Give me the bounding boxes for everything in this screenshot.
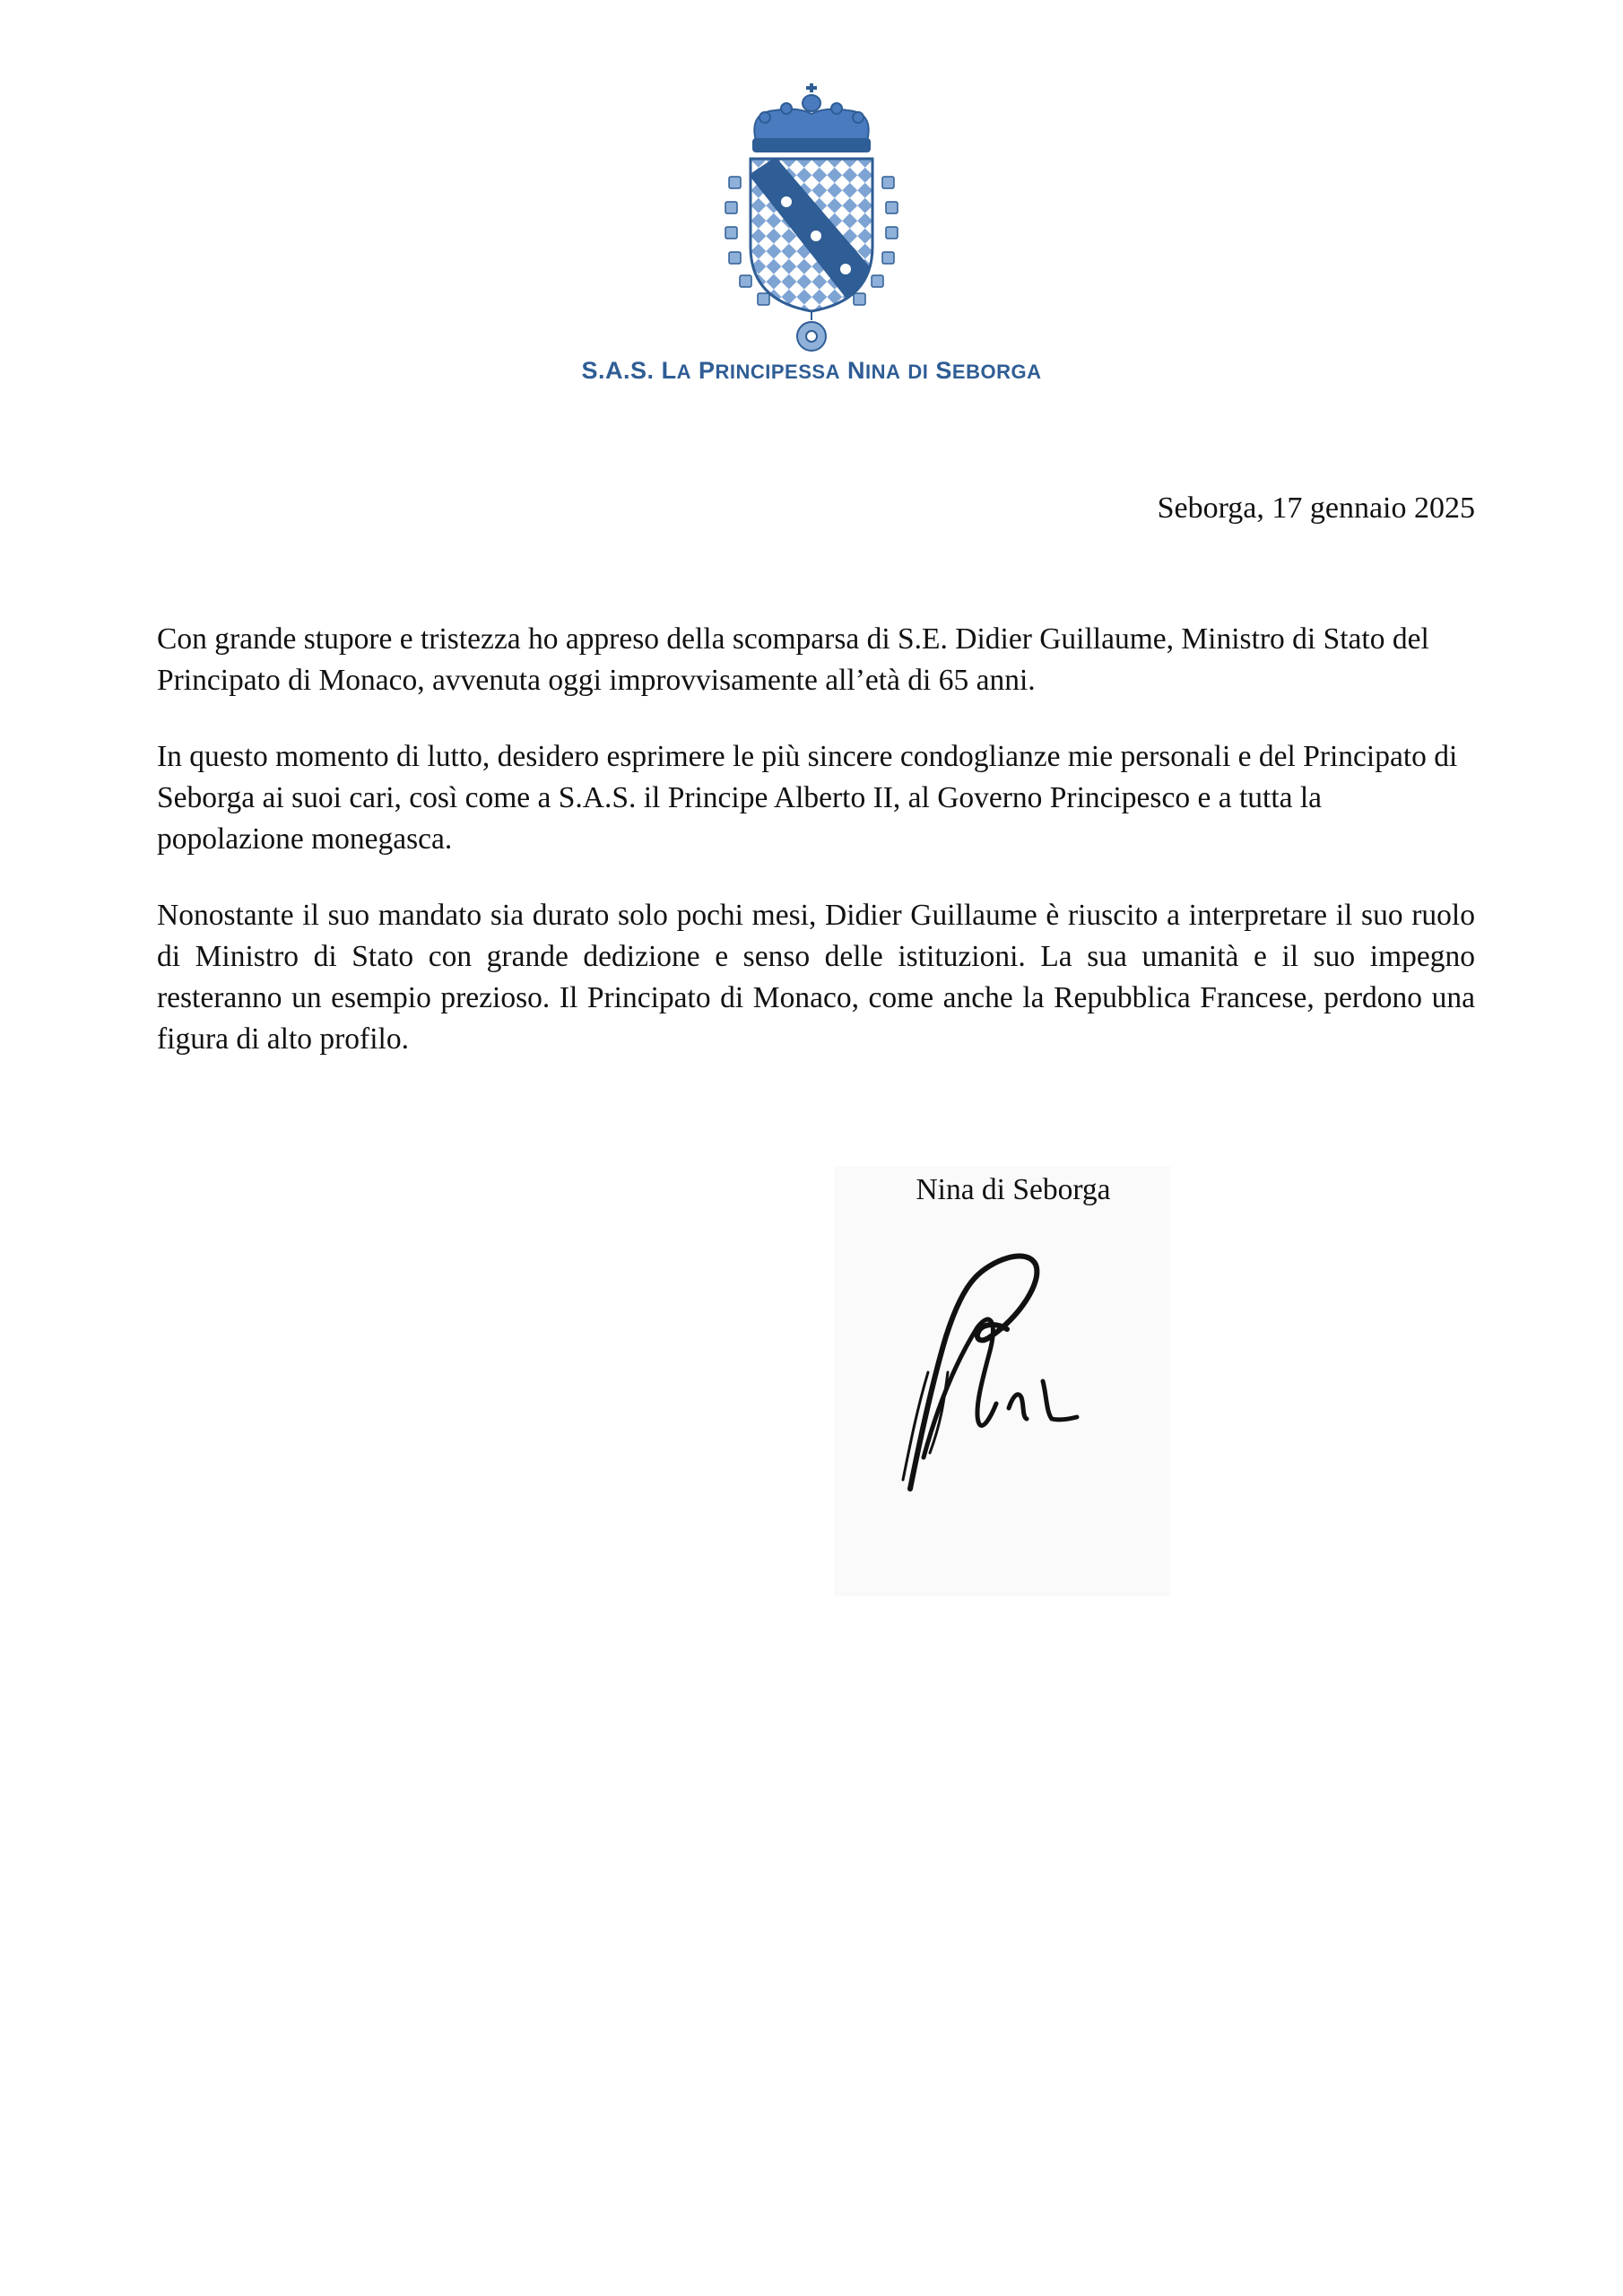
letterhead-title	[0, 357, 1623, 385]
paragraph-3: Nonostante il suo mandato sia durato solo pochi mesi, Didier Guillaume è riuscito a interpretare il suo ruolo di Ministro di Stato con grande dedizione e senso delle istituzioni. La sua umanità e il suo impegno resteranno un esempio prezioso. Il Principato di Monaco, come anche la Repubblica Francese, perdono una figura di alto profilo.	[157, 899, 1475, 1056]
letter-body	[157, 619, 1475, 1095]
letter-date: Seborga, 17 gennaio 2025	[1157, 491, 1475, 525]
handwritten-signature-icon	[892, 1229, 1107, 1507]
crown-icon	[753, 83, 870, 152]
letterhead-prefix: S.A.S.	[581, 357, 655, 384]
letterhead-s-cap: S	[935, 357, 952, 384]
coat-of-arms-icon	[713, 76, 910, 354]
letterhead-di: DI	[907, 361, 929, 383]
letterhead-la-cap: L	[661, 357, 677, 384]
letterhead-n-rest: INA	[864, 361, 901, 383]
signatory-name: Nina di Seborga	[916, 1173, 1111, 1206]
letterhead-la-rest: A	[676, 361, 691, 383]
paragraph-2: In questo momento di lutto, desidero esprimere le più sincere condoglianze mie personali e del Principato di Seborga ai suoi cari, così come a S.A.S. il Principe Alberto II, al Governo Principesco e a tutta la popolazione monegasca.	[157, 740, 1458, 856]
letterhead-p-cap: P	[698, 357, 716, 384]
pendant-icon	[797, 311, 826, 351]
paragraph-1: Con grande stupore e tristezza ho appreso della scomparsa di S.E. Didier Guillaume, Ministro di Stato del Principato di Monaco, avvenuta oggi improvvisamente all’età di 65 anni.	[157, 622, 1429, 697]
letterhead-p-rest: RINCIPESSA	[715, 361, 840, 383]
letterhead-s-rest: EBORGA	[951, 361, 1042, 383]
letterhead-n-cap: N	[846, 357, 865, 384]
